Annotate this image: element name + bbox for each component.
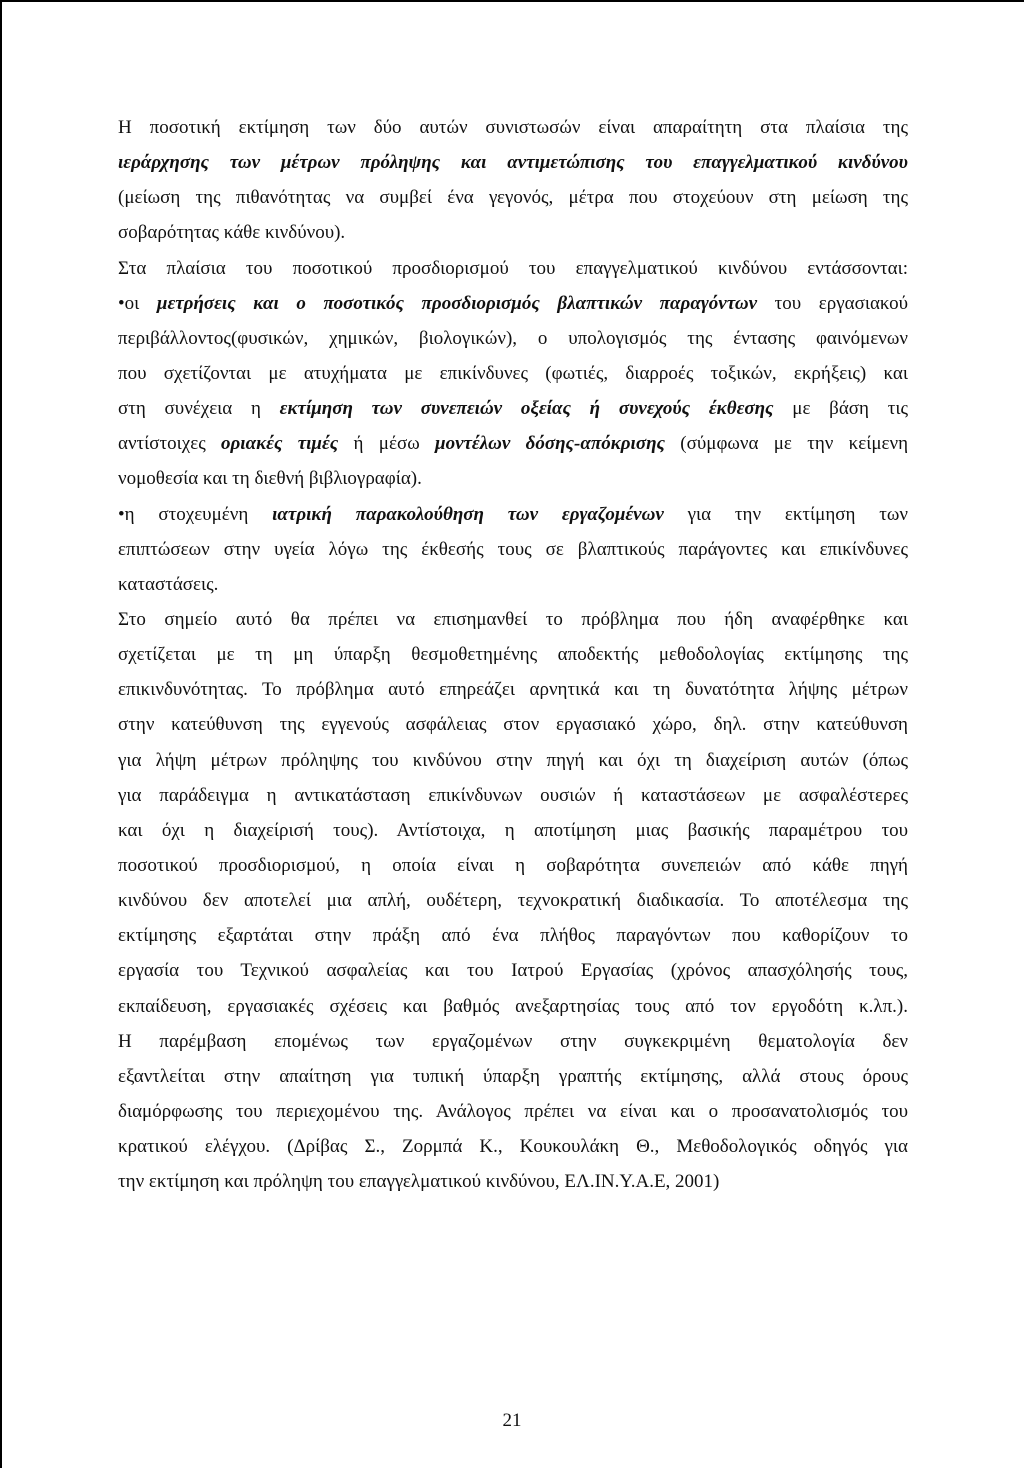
text-line — [118, 953, 908, 988]
emphasized-text: ιεράρχησης των μέτρων πρόληψης και αντιμετώπισης του επαγγελματικού κινδύνου — [118, 152, 908, 174]
text-segment: Στο σημείο αυτό θα πρέπει να επισημανθεί το πρόβλημα που ήδη αναφέρθηκε και — [118, 608, 908, 630]
emphasized-text: ιατρική παρακολούθηση των εργαζομένων — [272, 503, 664, 525]
text-line — [118, 848, 908, 883]
text-segment: επικινδυνότητας. Το πρόβλημα αυτό επηρεάζει αρνητικά και τη δυνατότητα λήψης μέτρων — [118, 679, 908, 701]
text-line — [118, 461, 908, 496]
text-segment: του εργασιακού — [757, 292, 908, 314]
text-line — [118, 602, 908, 637]
text-segment: για παράδειγμα η αντικατάσταση επικίνδυνων ουσιών ή καταστάσεων με ασφαλέστερες — [118, 784, 908, 806]
text-segment: εργασία του Τεχνικού ασφαλείας και του Ιατρού Εργασίας (χρόνος απασχόλησής τους, — [118, 960, 908, 982]
text-segment: εκπαίδευση, εργασιακές σχέσεις και βαθμός ανεξαρτησίας τους από τον εργοδότη κ.λπ.). — [118, 995, 908, 1017]
text-line — [118, 989, 908, 1024]
text-segment: για λήψη μέτρων πρόληψης του κινδύνου στην πηγή και όχι τη διαχείριση αυτών (όπως — [118, 749, 908, 771]
text-segment: Η παρέμβαση επομένως των εργαζομένων στην συγκεκριμένη θεματολογία δεν — [118, 1030, 908, 1052]
scan-border-top — [0, 0, 1024, 2]
text-line — [118, 707, 908, 742]
text-segment: •η στοχευμένη — [118, 503, 273, 525]
text-segment: για την εκτίμηση των — [663, 503, 908, 525]
text-segment: (μείωση της πιθανότητας να συμβεί ένα γεγονός, μέτρα που στοχεύουν στη μείωση της — [118, 187, 908, 209]
text-line — [118, 778, 908, 813]
text-segment: (σύμφωνα με την κείμενη — [664, 433, 909, 455]
text-segment: •οι — [118, 292, 157, 314]
text-line — [118, 180, 908, 215]
text-line — [118, 813, 908, 848]
text-segment: καταστάσεις. — [118, 573, 219, 595]
text-segment: που σχετίζονται με ατυχήματα με επικίνδυνες (φωτιές, διαρροές τοξικών, εκρήξεις) και — [118, 362, 908, 384]
emphasized-text: μετρήσεις και ο ποσοτικός προσδιορισμός βλαπτικών παραγόντων — [156, 292, 758, 314]
text-segment: περιβάλλοντος(φυσικών, χημικών, βιολογικών), ο υπολογισμός της έντασης φαινόμενων — [118, 327, 908, 349]
text-segment: Στα πλαίσια του ποσοτικού προσδιορισμού του επαγγελματικού κινδύνου εντάσσονται: — [118, 257, 908, 279]
text-line — [118, 883, 908, 918]
text-segment: σχετίζεται με τη μη ύπαρξη θεσμοθετημένης αποδεκτής μεθοδολογίας εκτίμησης της — [118, 644, 908, 666]
text-segment: εξαντλείται στην απαίτηση για τυπική ύπαρξη γραπτής εκτίμησης, αλλά στους όρους — [118, 1065, 908, 1087]
text-segment: με βάση τις — [773, 398, 908, 420]
text-line — [118, 1129, 908, 1164]
text-segment: κινδύνου δεν αποτελεί μια απλή, ουδέτερη, τεχνοκρατική διαδικασία. Το αποτέλεσμα της — [118, 890, 908, 912]
text-line — [118, 251, 908, 286]
text-segment: εκτίμησης εξαρτάται στην πράξη από ένα πλήθος παραγόντων που καθορίζουν το — [118, 925, 908, 947]
emphasized-text: μοντέλων δόσης-απόκρισης — [435, 433, 665, 455]
text-segment: σοβαρότητας κάθε κινδύνου). — [118, 222, 346, 244]
text-line — [118, 145, 908, 180]
body-text — [118, 110, 908, 1199]
text-line — [118, 391, 908, 426]
text-segment: ή μέσω — [338, 433, 435, 455]
text-line — [118, 532, 908, 567]
text-segment: διαμόρφωσης του περιεχομένου της. Ανάλογος πρέπει να είναι και ο προσανατολισμός του — [118, 1100, 908, 1122]
text-segment: αντίστοιχες — [118, 433, 222, 455]
page-number: 21 — [502, 1410, 522, 1431]
text-line — [118, 110, 908, 145]
text-line — [118, 426, 908, 461]
text-segment: επιπτώσεων στην υγεία λόγω της έκθεσής τους σε βλαπτικούς παράγοντες και επικίνδυνες — [118, 538, 908, 560]
text-line — [118, 215, 908, 250]
text-segment: στη συνέχεια η — [118, 398, 280, 420]
text-line — [118, 497, 908, 532]
text-segment: στην κατεύθυνση της εγγενούς ασφάλειας στον εργασιακό χώρο, δηλ. στην κατεύθυνση — [118, 714, 908, 736]
text-line — [118, 286, 908, 321]
text-segment: νομοθεσία και τη διεθνή βιβλιογραφία). — [118, 468, 422, 490]
text-line — [118, 743, 908, 778]
text-segment: κρατικού ελέγχου. (Δρίβας Σ., Ζορμπά Κ., Κουκουλάκη Θ., Μεθοδολογικός οδηγός για — [118, 1136, 908, 1158]
text-segment: την εκτίμηση και πρόληψη του επαγγελματικού κινδύνου, ΕΛ.ΙΝ.Υ.Α.Ε, 2001) — [118, 1171, 720, 1193]
text-line — [118, 1059, 908, 1094]
text-line — [118, 356, 908, 391]
text-line — [118, 918, 908, 953]
text-line — [118, 1024, 908, 1059]
scan-border-left — [0, 0, 2, 1468]
text-line — [118, 1094, 908, 1129]
text-line — [118, 321, 908, 356]
text-line — [118, 637, 908, 672]
text-segment: και όχι η διαχείρισή τους). Αντίστοιχα, η αποτίμηση μιας βασικής παραμέτρου του — [118, 819, 908, 841]
emphasized-text: οριακές τιμές — [221, 433, 339, 455]
text-line — [118, 672, 908, 707]
text-line — [118, 1164, 908, 1199]
text-line — [118, 567, 908, 602]
text-segment: Η ποσοτική εκτίμηση των δύο αυτών συνιστωσών είναι απαραίτητη στα πλαίσια της — [118, 117, 908, 138]
text-segment: ποσοτικού προσδιορισμού, η οποία είναι η σοβαρότητα συνεπειών από κάθε πηγή — [118, 854, 908, 876]
emphasized-text: εκτίμηση των συνεπειών οξείας ή συνεχούς έκθεσης — [279, 398, 774, 420]
